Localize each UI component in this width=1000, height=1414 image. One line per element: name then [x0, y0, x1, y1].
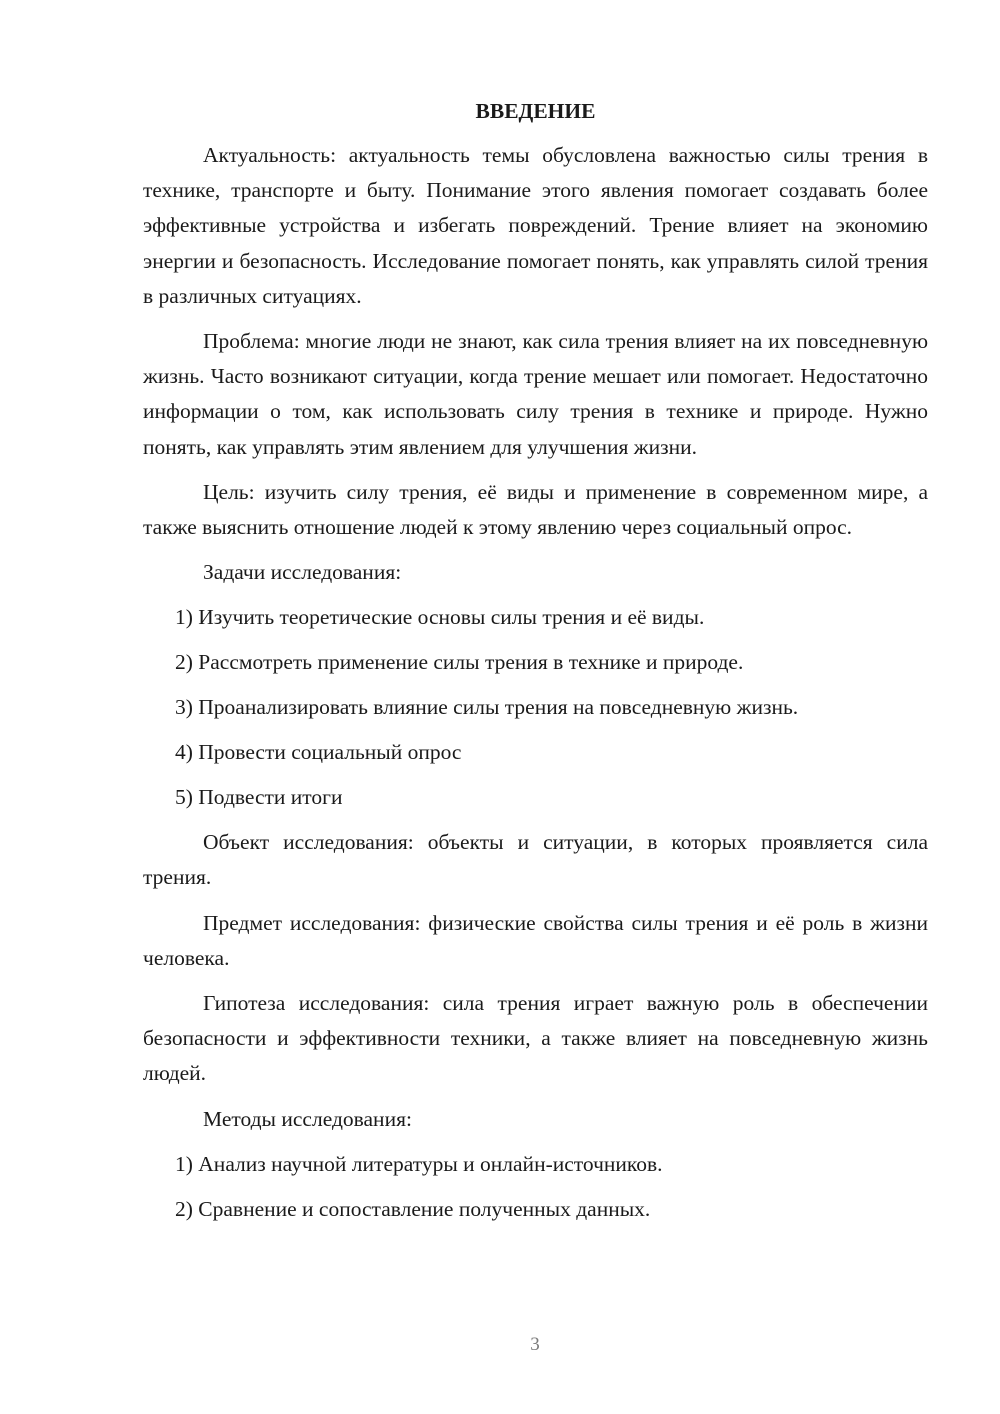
problem-paragraph: Проблема: многие люди не знают, как сила трения влияет на их повседневную жизнь. Часто возникают ситуации, когда трение мешает или помогает. Недостаточно информации о том, как использовать силу трения в технике и природе. Нужно понять, как управлять этим явлением для улучшения жизни. [143, 329, 928, 459]
object-paragraph: Объект исследования: объекты и ситуации, в которых проявляется сила трения. [143, 830, 928, 890]
page-content [143, 96, 928, 1237]
task-item: 3) Проанализировать влияние силы трения на повседневную жизнь. [175, 695, 799, 720]
section-title: ВВЕДЕНИЕ [475, 99, 596, 123]
task-item: 2) Рассмотреть применение силы трения в технике и природе. [175, 650, 744, 675]
goal-paragraph: Цель: изучить силу трения, её виды и применение в современном мире, а также выяснить отношение людей к этому явлению через социальный опрос. [143, 479, 928, 540]
methods-heading: Методы исследования: [203, 1106, 412, 1131]
task-item: 4) Провести социальный опрос [175, 740, 462, 765]
tasks-heading: Задачи исследования: [203, 560, 402, 585]
hypothesis-paragraph: Гипотеза исследования: сила трения играет важную роль в обеспечении безопасности и эффективности техники, а также влияет на повседневную жизнь людей. [143, 991, 928, 1086]
method-item: 2) Сравнение и сопоставление полученных данных. [175, 1196, 651, 1221]
method-item: 1) Анализ научной литературы и онлайн-источников. [175, 1151, 663, 1176]
subject-paragraph: Предмет исследования: физические свойства силы трения и её роль в жизни человека. [143, 910, 928, 970]
task-item: 1) Изучить теоретические основы силы трения и её виды. [175, 605, 705, 630]
task-item: 5) Подвести итоги [175, 785, 343, 810]
relevance-paragraph: Актуальность: актуальность темы обусловлена важностью силы трения в технике, транспорте и быту. Понимание этого явления помогает создавать более эффективные устройства и избегать повреждений. Трение влияет на экономию энергии и безопасность. Исследование помогает понять, как управлять силой трения в различных ситуациях. [143, 143, 928, 308]
page-number: 3 [530, 1334, 540, 1355]
